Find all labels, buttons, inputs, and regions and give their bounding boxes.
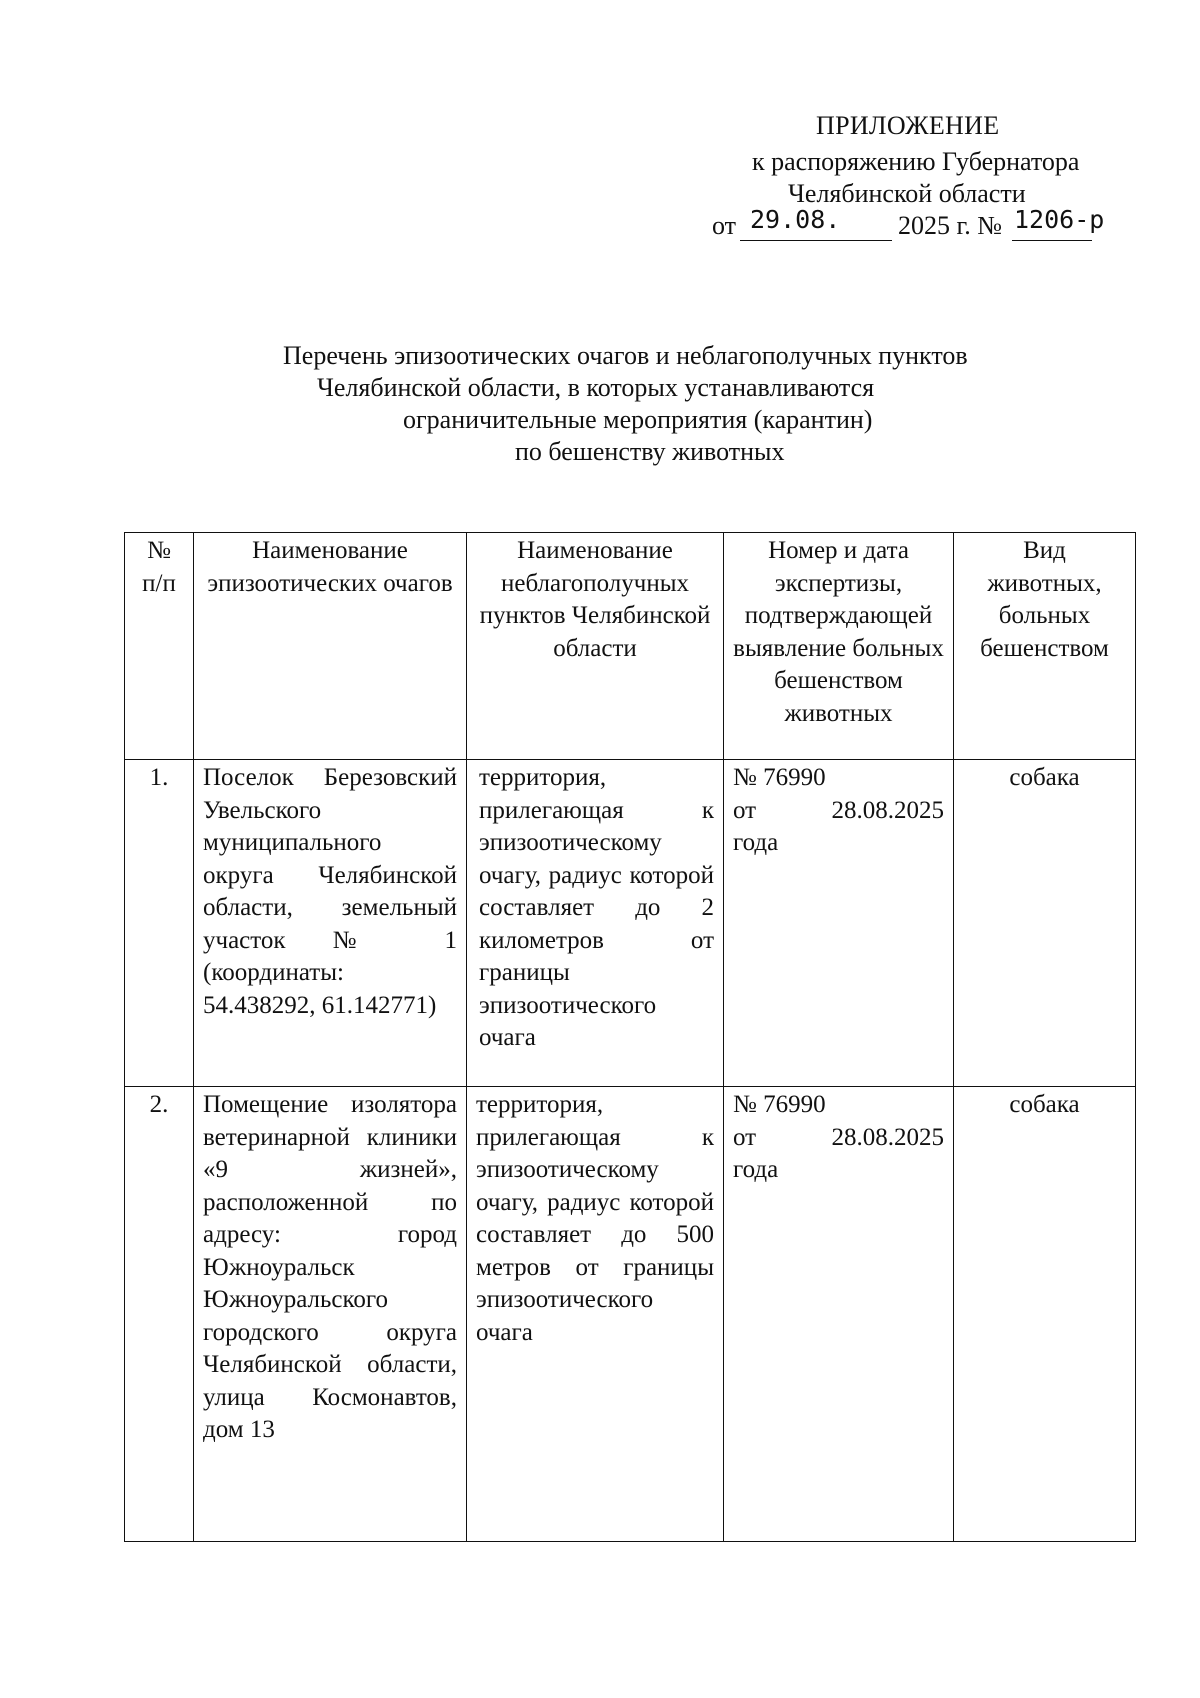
expertise-cell	[724, 1087, 954, 1542]
row-number: 2.	[125, 1087, 194, 1542]
appendix-date-row	[700, 205, 1120, 244]
title-line-1: Перечень эпизоотических очагов и неблагополучных пунктов	[283, 341, 968, 370]
focus-cell: Помещение изолятора ветеринарной клиники «9 жизней», расположенной по адресу: город Южноуральск Южноуральского городского округа Челябинской области, улица Космонавтов, дом 13	[194, 1087, 467, 1542]
expertise-date: 28.08.2025	[831, 1123, 944, 1151]
date-prefix: от	[712, 211, 737, 240]
expertise-date-prefix: от	[733, 1123, 757, 1151]
animal-cell: собака	[954, 760, 1136, 1087]
focus-cell: Поселок Березовский Увельского муниципального округа Челябинской области, земельный участок № 1 (координаты: 54.438292, 61.142771)	[194, 760, 467, 1087]
appendix-decree-line: к распоряжению Губернатора	[752, 147, 1080, 176]
expertise-date-line	[733, 1122, 944, 1155]
expertise-date: 28.08.2025	[831, 796, 944, 824]
expertise-date-line	[733, 795, 944, 828]
title-line-4: по бешенству животных	[515, 437, 785, 466]
expertise-number: № 76990	[733, 764, 826, 791]
header-number: № п/п	[125, 533, 194, 760]
expertise-cell	[724, 760, 954, 1087]
header-foci: Наименование эпизоотических очагов	[194, 533, 467, 760]
expertise-suffix: года	[733, 829, 779, 856]
table-header-row	[125, 533, 1136, 760]
expertise-date-prefix: от	[733, 796, 757, 824]
expertise-number: № 76990	[733, 1091, 826, 1118]
rabies-foci-table	[124, 532, 1136, 1542]
order-number: 1206-р	[1014, 205, 1105, 234]
animal-cell: собака	[954, 1087, 1136, 1542]
year-and-number-label: 2025 г. №	[898, 211, 1003, 240]
header-expertise: Номер и дата экспертизы, подтверждающей выявление больных бешенством животных	[724, 533, 954, 760]
header-animal-species: Вид животных, больных бешенством	[954, 533, 1136, 760]
header-affected-areas: Наименование неблагополучных пунктов Челябинской области	[467, 533, 724, 760]
row-number: 1.	[125, 760, 194, 1087]
table-row	[125, 760, 1136, 1087]
title-line-3: ограничительные мероприятия (карантин)	[403, 405, 873, 434]
area-cell: территория, прилегающая к эпизоотическому очагу, радиус которой составляет до 500 метров от границы эпизоотического очага	[467, 1087, 724, 1542]
date-value: 29.08.	[750, 205, 841, 234]
expertise-suffix: года	[733, 1156, 779, 1183]
table-row	[125, 1087, 1136, 1542]
area-cell: территория, прилегающая к эпизоотическому очагу, радиус которой составляет до 2 километров от границы эпизоотического очага	[467, 760, 724, 1087]
appendix-title: ПРИЛОЖЕНИЕ	[816, 111, 1000, 140]
title-line-2: Челябинской области, в которых устанавливаются	[317, 373, 875, 402]
appendix-region-line: Челябинской области	[788, 179, 1026, 208]
